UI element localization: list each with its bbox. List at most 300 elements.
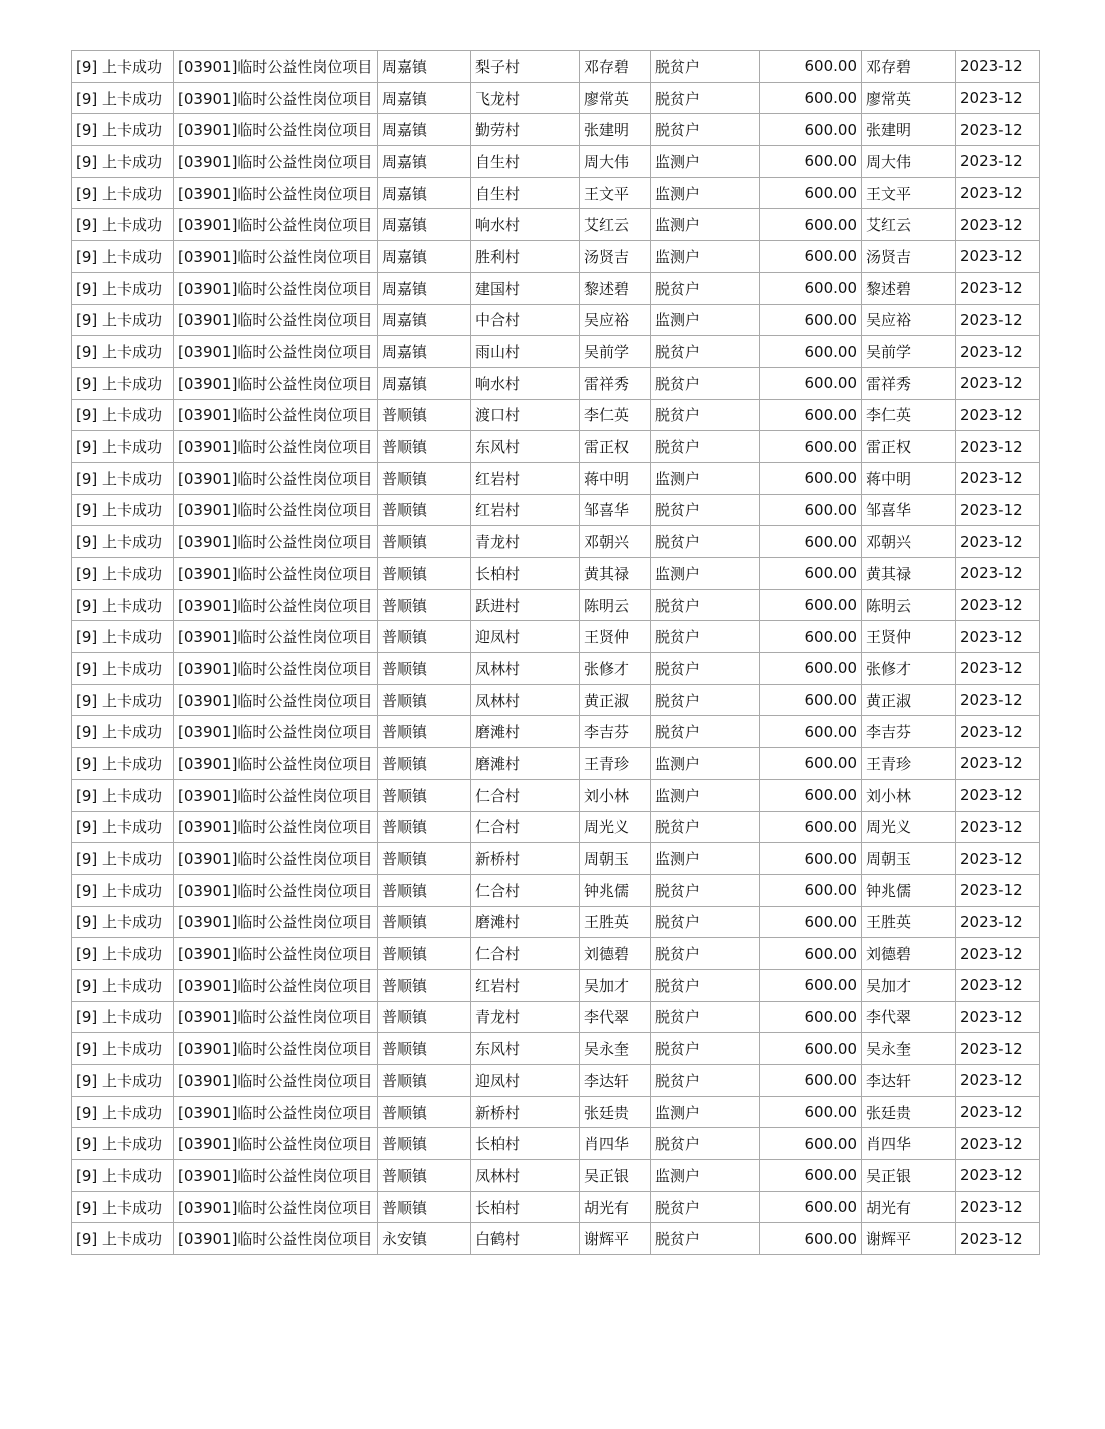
table-row bbox=[72, 874, 1040, 906]
household-type-cell: 脱贫户 bbox=[651, 367, 760, 399]
household-type-cell: 脱贫户 bbox=[651, 1033, 760, 1065]
village-cell: 迎凤村 bbox=[471, 1065, 580, 1097]
table-row bbox=[72, 621, 1040, 653]
table-row bbox=[72, 1223, 1040, 1255]
period-cell: 2023-12 bbox=[956, 1001, 1040, 1033]
table-row bbox=[72, 1033, 1040, 1065]
village-cell: 中合村 bbox=[471, 304, 580, 336]
village-cell: 红岩村 bbox=[471, 494, 580, 526]
period-cell: 2023-12 bbox=[956, 51, 1040, 83]
household-type-cell: 监测户 bbox=[651, 748, 760, 780]
payee-cell: 雷正权 bbox=[862, 431, 956, 463]
period-cell: 2023-12 bbox=[956, 1033, 1040, 1065]
village-cell: 跃进村 bbox=[471, 589, 580, 621]
payee-cell: 李代翠 bbox=[862, 1001, 956, 1033]
period-cell: 2023-12 bbox=[956, 209, 1040, 241]
amount-cell: 600.00 bbox=[760, 1065, 862, 1097]
amount-cell: 600.00 bbox=[760, 209, 862, 241]
payee-cell: 肖四华 bbox=[862, 1128, 956, 1160]
table-row bbox=[72, 209, 1040, 241]
village-cell: 建国村 bbox=[471, 272, 580, 304]
town-cell: 周嘉镇 bbox=[378, 367, 471, 399]
table-row bbox=[72, 653, 1040, 685]
village-cell: 长柏村 bbox=[471, 1128, 580, 1160]
period-cell: 2023-12 bbox=[956, 558, 1040, 590]
project-cell: [03901]临时公益性岗位项目 bbox=[174, 336, 378, 368]
amount-cell: 600.00 bbox=[760, 177, 862, 209]
table-row bbox=[72, 811, 1040, 843]
payee-cell: 钟兆儒 bbox=[862, 874, 956, 906]
household-type-cell: 脱贫户 bbox=[651, 114, 760, 146]
payee-cell: 张建明 bbox=[862, 114, 956, 146]
household-type-cell: 监测户 bbox=[651, 241, 760, 273]
period-cell: 2023-12 bbox=[956, 843, 1040, 875]
household-type-cell: 监测户 bbox=[651, 1096, 760, 1128]
period-cell: 2023-12 bbox=[956, 906, 1040, 938]
name-cell: 周朝玉 bbox=[580, 843, 651, 875]
period-cell: 2023-12 bbox=[956, 1128, 1040, 1160]
period-cell: 2023-12 bbox=[956, 146, 1040, 178]
village-cell: 长柏村 bbox=[471, 1191, 580, 1223]
table-row bbox=[72, 462, 1040, 494]
project-cell: [03901]临时公益性岗位项目 bbox=[174, 716, 378, 748]
name-cell: 钟兆儒 bbox=[580, 874, 651, 906]
payee-cell: 周朝玉 bbox=[862, 843, 956, 875]
status-cell: [9] 上卡成功 bbox=[72, 209, 174, 241]
project-cell: [03901]临时公益性岗位项目 bbox=[174, 1001, 378, 1033]
amount-cell: 600.00 bbox=[760, 336, 862, 368]
town-cell: 周嘉镇 bbox=[378, 114, 471, 146]
town-cell: 普顺镇 bbox=[378, 621, 471, 653]
table-row bbox=[72, 114, 1040, 146]
village-cell: 响水村 bbox=[471, 209, 580, 241]
project-cell: [03901]临时公益性岗位项目 bbox=[174, 811, 378, 843]
amount-cell: 600.00 bbox=[760, 1001, 862, 1033]
table-row bbox=[72, 304, 1040, 336]
period-cell: 2023-12 bbox=[956, 399, 1040, 431]
name-cell: 王文平 bbox=[580, 177, 651, 209]
period-cell: 2023-12 bbox=[956, 653, 1040, 685]
status-cell: [9] 上卡成功 bbox=[72, 653, 174, 685]
town-cell: 普顺镇 bbox=[378, 653, 471, 685]
name-cell: 雷正权 bbox=[580, 431, 651, 463]
amount-cell: 600.00 bbox=[760, 558, 862, 590]
period-cell: 2023-12 bbox=[956, 336, 1040, 368]
amount-cell: 600.00 bbox=[760, 114, 862, 146]
amount-cell: 600.00 bbox=[760, 431, 862, 463]
name-cell: 艾红云 bbox=[580, 209, 651, 241]
payee-cell: 蒋中明 bbox=[862, 462, 956, 494]
name-cell: 谢辉平 bbox=[580, 1223, 651, 1255]
town-cell: 周嘉镇 bbox=[378, 146, 471, 178]
status-cell: [9] 上卡成功 bbox=[72, 494, 174, 526]
village-cell: 响水村 bbox=[471, 367, 580, 399]
project-cell: [03901]临时公益性岗位项目 bbox=[174, 1033, 378, 1065]
table-row bbox=[72, 367, 1040, 399]
name-cell: 廖常英 bbox=[580, 82, 651, 114]
period-cell: 2023-12 bbox=[956, 114, 1040, 146]
status-cell: [9] 上卡成功 bbox=[72, 906, 174, 938]
project-cell: [03901]临时公益性岗位项目 bbox=[174, 367, 378, 399]
village-cell: 红岩村 bbox=[471, 462, 580, 494]
status-cell: [9] 上卡成功 bbox=[72, 811, 174, 843]
household-type-cell: 脱贫户 bbox=[651, 1065, 760, 1097]
town-cell: 普顺镇 bbox=[378, 779, 471, 811]
period-cell: 2023-12 bbox=[956, 1096, 1040, 1128]
town-cell: 普顺镇 bbox=[378, 1160, 471, 1192]
payee-cell: 张修才 bbox=[862, 653, 956, 685]
amount-cell: 600.00 bbox=[760, 684, 862, 716]
household-type-cell: 监测户 bbox=[651, 1160, 760, 1192]
payee-cell: 李达轩 bbox=[862, 1065, 956, 1097]
name-cell: 张廷贵 bbox=[580, 1096, 651, 1128]
status-cell: [9] 上卡成功 bbox=[72, 114, 174, 146]
status-cell: [9] 上卡成功 bbox=[72, 779, 174, 811]
payee-cell: 吴永奎 bbox=[862, 1033, 956, 1065]
table-row bbox=[72, 51, 1040, 83]
town-cell: 周嘉镇 bbox=[378, 336, 471, 368]
period-cell: 2023-12 bbox=[956, 716, 1040, 748]
payee-cell: 黄正淑 bbox=[862, 684, 956, 716]
status-cell: [9] 上卡成功 bbox=[72, 748, 174, 780]
period-cell: 2023-12 bbox=[956, 1065, 1040, 1097]
period-cell: 2023-12 bbox=[956, 1223, 1040, 1255]
village-cell: 渡口村 bbox=[471, 399, 580, 431]
payee-cell: 李仁英 bbox=[862, 399, 956, 431]
town-cell: 普顺镇 bbox=[378, 748, 471, 780]
village-cell: 雨山村 bbox=[471, 336, 580, 368]
payee-cell: 王文平 bbox=[862, 177, 956, 209]
household-type-cell: 脱贫户 bbox=[651, 1191, 760, 1223]
period-cell: 2023-12 bbox=[956, 431, 1040, 463]
project-cell: [03901]临时公益性岗位项目 bbox=[174, 304, 378, 336]
household-type-cell: 脱贫户 bbox=[651, 1223, 760, 1255]
project-cell: [03901]临时公益性岗位项目 bbox=[174, 209, 378, 241]
project-cell: [03901]临时公益性岗位项目 bbox=[174, 621, 378, 653]
village-cell: 新桥村 bbox=[471, 843, 580, 875]
payee-cell: 王贤仲 bbox=[862, 621, 956, 653]
project-cell: [03901]临时公益性岗位项目 bbox=[174, 938, 378, 970]
name-cell: 吴应裕 bbox=[580, 304, 651, 336]
household-type-cell: 脱贫户 bbox=[651, 969, 760, 1001]
name-cell: 胡光有 bbox=[580, 1191, 651, 1223]
name-cell: 李代翠 bbox=[580, 1001, 651, 1033]
status-cell: [9] 上卡成功 bbox=[72, 399, 174, 431]
amount-cell: 600.00 bbox=[760, 811, 862, 843]
amount-cell: 600.00 bbox=[760, 526, 862, 558]
name-cell: 吴正银 bbox=[580, 1160, 651, 1192]
village-cell: 仁合村 bbox=[471, 811, 580, 843]
amount-cell: 600.00 bbox=[760, 1223, 862, 1255]
household-type-cell: 脱贫户 bbox=[651, 431, 760, 463]
period-cell: 2023-12 bbox=[956, 684, 1040, 716]
period-cell: 2023-12 bbox=[956, 779, 1040, 811]
town-cell: 周嘉镇 bbox=[378, 82, 471, 114]
project-cell: [03901]临时公益性岗位项目 bbox=[174, 1128, 378, 1160]
table-row bbox=[72, 969, 1040, 1001]
payee-cell: 李吉芬 bbox=[862, 716, 956, 748]
payee-cell: 吴加才 bbox=[862, 969, 956, 1001]
amount-cell: 600.00 bbox=[760, 146, 862, 178]
status-cell: [9] 上卡成功 bbox=[72, 1096, 174, 1128]
project-cell: [03901]临时公益性岗位项目 bbox=[174, 874, 378, 906]
town-cell: 普顺镇 bbox=[378, 906, 471, 938]
amount-cell: 600.00 bbox=[760, 874, 862, 906]
project-cell: [03901]临时公益性岗位项目 bbox=[174, 779, 378, 811]
town-cell: 普顺镇 bbox=[378, 462, 471, 494]
village-cell: 凤林村 bbox=[471, 653, 580, 685]
village-cell: 凤林村 bbox=[471, 684, 580, 716]
household-type-cell: 脱贫户 bbox=[651, 938, 760, 970]
amount-cell: 600.00 bbox=[760, 51, 862, 83]
period-cell: 2023-12 bbox=[956, 1160, 1040, 1192]
name-cell: 李仁英 bbox=[580, 399, 651, 431]
town-cell: 普顺镇 bbox=[378, 1033, 471, 1065]
amount-cell: 600.00 bbox=[760, 748, 862, 780]
table-row bbox=[72, 1096, 1040, 1128]
household-type-cell: 脱贫户 bbox=[651, 399, 760, 431]
name-cell: 黄其禄 bbox=[580, 558, 651, 590]
table-row bbox=[72, 399, 1040, 431]
amount-cell: 600.00 bbox=[760, 399, 862, 431]
amount-cell: 600.00 bbox=[760, 494, 862, 526]
household-type-cell: 脱贫户 bbox=[651, 621, 760, 653]
table-row bbox=[72, 684, 1040, 716]
payee-cell: 雷祥秀 bbox=[862, 367, 956, 399]
household-type-cell: 脱贫户 bbox=[651, 653, 760, 685]
table-row bbox=[72, 1065, 1040, 1097]
town-cell: 普顺镇 bbox=[378, 843, 471, 875]
project-cell: [03901]临时公益性岗位项目 bbox=[174, 177, 378, 209]
town-cell: 普顺镇 bbox=[378, 494, 471, 526]
village-cell: 东风村 bbox=[471, 431, 580, 463]
household-type-cell: 脱贫户 bbox=[651, 1001, 760, 1033]
project-cell: [03901]临时公益性岗位项目 bbox=[174, 1096, 378, 1128]
table-row bbox=[72, 146, 1040, 178]
period-cell: 2023-12 bbox=[956, 811, 1040, 843]
name-cell: 黎述碧 bbox=[580, 272, 651, 304]
amount-cell: 600.00 bbox=[760, 906, 862, 938]
payee-cell: 邹喜华 bbox=[862, 494, 956, 526]
village-cell: 白鹤村 bbox=[471, 1223, 580, 1255]
table-row bbox=[72, 1001, 1040, 1033]
status-cell: [9] 上卡成功 bbox=[72, 684, 174, 716]
project-cell: [03901]临时公益性岗位项目 bbox=[174, 684, 378, 716]
village-cell: 磨滩村 bbox=[471, 748, 580, 780]
period-cell: 2023-12 bbox=[956, 874, 1040, 906]
payee-cell: 王青珍 bbox=[862, 748, 956, 780]
name-cell: 陈明云 bbox=[580, 589, 651, 621]
name-cell: 吴永奎 bbox=[580, 1033, 651, 1065]
status-cell: [9] 上卡成功 bbox=[72, 431, 174, 463]
status-cell: [9] 上卡成功 bbox=[72, 51, 174, 83]
amount-cell: 600.00 bbox=[760, 367, 862, 399]
town-cell: 普顺镇 bbox=[378, 1001, 471, 1033]
town-cell: 周嘉镇 bbox=[378, 272, 471, 304]
status-cell: [9] 上卡成功 bbox=[72, 1223, 174, 1255]
table-row bbox=[72, 494, 1040, 526]
name-cell: 刘德碧 bbox=[580, 938, 651, 970]
household-type-cell: 脱贫户 bbox=[651, 51, 760, 83]
amount-cell: 600.00 bbox=[760, 716, 862, 748]
town-cell: 永安镇 bbox=[378, 1223, 471, 1255]
status-cell: [9] 上卡成功 bbox=[72, 82, 174, 114]
amount-cell: 600.00 bbox=[760, 589, 862, 621]
project-cell: [03901]临时公益性岗位项目 bbox=[174, 969, 378, 1001]
town-cell: 普顺镇 bbox=[378, 874, 471, 906]
project-cell: [03901]临时公益性岗位项目 bbox=[174, 494, 378, 526]
amount-cell: 600.00 bbox=[760, 272, 862, 304]
table-row bbox=[72, 1191, 1040, 1223]
project-cell: [03901]临时公益性岗位项目 bbox=[174, 1160, 378, 1192]
name-cell: 周光义 bbox=[580, 811, 651, 843]
household-type-cell: 监测户 bbox=[651, 558, 760, 590]
household-type-cell: 脱贫户 bbox=[651, 684, 760, 716]
payee-cell: 廖常英 bbox=[862, 82, 956, 114]
table-row bbox=[72, 241, 1040, 273]
payee-cell: 张廷贵 bbox=[862, 1096, 956, 1128]
village-cell: 自生村 bbox=[471, 177, 580, 209]
status-cell: [9] 上卡成功 bbox=[72, 874, 174, 906]
village-cell: 迎凤村 bbox=[471, 621, 580, 653]
town-cell: 周嘉镇 bbox=[378, 304, 471, 336]
status-cell: [9] 上卡成功 bbox=[72, 1001, 174, 1033]
household-type-cell: 监测户 bbox=[651, 843, 760, 875]
village-cell: 仁合村 bbox=[471, 779, 580, 811]
period-cell: 2023-12 bbox=[956, 367, 1040, 399]
town-cell: 普顺镇 bbox=[378, 716, 471, 748]
status-cell: [9] 上卡成功 bbox=[72, 336, 174, 368]
amount-cell: 600.00 bbox=[760, 82, 862, 114]
table-row bbox=[72, 177, 1040, 209]
table-row bbox=[72, 82, 1040, 114]
household-type-cell: 脱贫户 bbox=[651, 589, 760, 621]
name-cell: 李达轩 bbox=[580, 1065, 651, 1097]
name-cell: 吴加才 bbox=[580, 969, 651, 1001]
amount-cell: 600.00 bbox=[760, 843, 862, 875]
table-row bbox=[72, 526, 1040, 558]
name-cell: 王贤仲 bbox=[580, 621, 651, 653]
household-type-cell: 脱贫户 bbox=[651, 526, 760, 558]
period-cell: 2023-12 bbox=[956, 1191, 1040, 1223]
status-cell: [9] 上卡成功 bbox=[72, 1128, 174, 1160]
name-cell: 周大伟 bbox=[580, 146, 651, 178]
household-type-cell: 脱贫户 bbox=[651, 874, 760, 906]
household-type-cell: 监测户 bbox=[651, 146, 760, 178]
amount-cell: 600.00 bbox=[760, 304, 862, 336]
project-cell: [03901]临时公益性岗位项目 bbox=[174, 272, 378, 304]
status-cell: [9] 上卡成功 bbox=[72, 1191, 174, 1223]
period-cell: 2023-12 bbox=[956, 494, 1040, 526]
name-cell: 王胜英 bbox=[580, 906, 651, 938]
status-cell: [9] 上卡成功 bbox=[72, 241, 174, 273]
name-cell: 李吉芬 bbox=[580, 716, 651, 748]
name-cell: 吴前学 bbox=[580, 336, 651, 368]
table-row bbox=[72, 843, 1040, 875]
status-cell: [9] 上卡成功 bbox=[72, 1033, 174, 1065]
project-cell: [03901]临时公益性岗位项目 bbox=[174, 82, 378, 114]
household-type-cell: 脱贫户 bbox=[651, 82, 760, 114]
name-cell: 刘小林 bbox=[580, 779, 651, 811]
payee-cell: 黄其禄 bbox=[862, 558, 956, 590]
town-cell: 周嘉镇 bbox=[378, 209, 471, 241]
town-cell: 普顺镇 bbox=[378, 558, 471, 590]
payee-cell: 胡光有 bbox=[862, 1191, 956, 1223]
village-cell: 胜利村 bbox=[471, 241, 580, 273]
project-cell: [03901]临时公益性岗位项目 bbox=[174, 431, 378, 463]
amount-cell: 600.00 bbox=[760, 241, 862, 273]
payee-cell: 刘德碧 bbox=[862, 938, 956, 970]
village-cell: 青龙村 bbox=[471, 526, 580, 558]
town-cell: 普顺镇 bbox=[378, 1065, 471, 1097]
village-cell: 勤劳村 bbox=[471, 114, 580, 146]
status-cell: [9] 上卡成功 bbox=[72, 526, 174, 558]
household-type-cell: 监测户 bbox=[651, 177, 760, 209]
project-cell: [03901]临时公益性岗位项目 bbox=[174, 1223, 378, 1255]
project-cell: [03901]临时公益性岗位项目 bbox=[174, 558, 378, 590]
household-type-cell: 监测户 bbox=[651, 779, 760, 811]
status-cell: [9] 上卡成功 bbox=[72, 367, 174, 399]
status-cell: [9] 上卡成功 bbox=[72, 621, 174, 653]
payee-cell: 汤贤吉 bbox=[862, 241, 956, 273]
village-cell: 东风村 bbox=[471, 1033, 580, 1065]
payee-cell: 邓存碧 bbox=[862, 51, 956, 83]
status-cell: [9] 上卡成功 bbox=[72, 177, 174, 209]
name-cell: 邹喜华 bbox=[580, 494, 651, 526]
payee-cell: 陈明云 bbox=[862, 589, 956, 621]
table-row bbox=[72, 558, 1040, 590]
village-cell: 磨滩村 bbox=[471, 716, 580, 748]
village-cell: 磨滩村 bbox=[471, 906, 580, 938]
status-cell: [9] 上卡成功 bbox=[72, 272, 174, 304]
village-cell: 红岩村 bbox=[471, 969, 580, 1001]
name-cell: 邓存碧 bbox=[580, 51, 651, 83]
town-cell: 普顺镇 bbox=[378, 684, 471, 716]
amount-cell: 600.00 bbox=[760, 1096, 862, 1128]
village-cell: 自生村 bbox=[471, 146, 580, 178]
status-cell: [9] 上卡成功 bbox=[72, 558, 174, 590]
payee-cell: 吴应裕 bbox=[862, 304, 956, 336]
project-cell: [03901]临时公益性岗位项目 bbox=[174, 146, 378, 178]
household-type-cell: 脱贫户 bbox=[651, 336, 760, 368]
project-cell: [03901]临时公益性岗位项目 bbox=[174, 114, 378, 146]
amount-cell: 600.00 bbox=[760, 1033, 862, 1065]
period-cell: 2023-12 bbox=[956, 177, 1040, 209]
project-cell: [03901]临时公益性岗位项目 bbox=[174, 1065, 378, 1097]
status-cell: [9] 上卡成功 bbox=[72, 589, 174, 621]
period-cell: 2023-12 bbox=[956, 462, 1040, 494]
period-cell: 2023-12 bbox=[956, 748, 1040, 780]
village-cell: 新桥村 bbox=[471, 1096, 580, 1128]
payee-cell: 谢辉平 bbox=[862, 1223, 956, 1255]
name-cell: 邓朝兴 bbox=[580, 526, 651, 558]
household-type-cell: 脱贫户 bbox=[651, 716, 760, 748]
status-cell: [9] 上卡成功 bbox=[72, 843, 174, 875]
town-cell: 普顺镇 bbox=[378, 526, 471, 558]
status-cell: [9] 上卡成功 bbox=[72, 462, 174, 494]
household-type-cell: 脱贫户 bbox=[651, 906, 760, 938]
table-row bbox=[72, 938, 1040, 970]
name-cell: 汤贤吉 bbox=[580, 241, 651, 273]
amount-cell: 600.00 bbox=[760, 462, 862, 494]
town-cell: 周嘉镇 bbox=[378, 177, 471, 209]
status-cell: [9] 上卡成功 bbox=[72, 969, 174, 1001]
table-row bbox=[72, 589, 1040, 621]
table-row bbox=[72, 1128, 1040, 1160]
name-cell: 张修才 bbox=[580, 653, 651, 685]
village-cell: 凤林村 bbox=[471, 1160, 580, 1192]
table-row bbox=[72, 716, 1040, 748]
